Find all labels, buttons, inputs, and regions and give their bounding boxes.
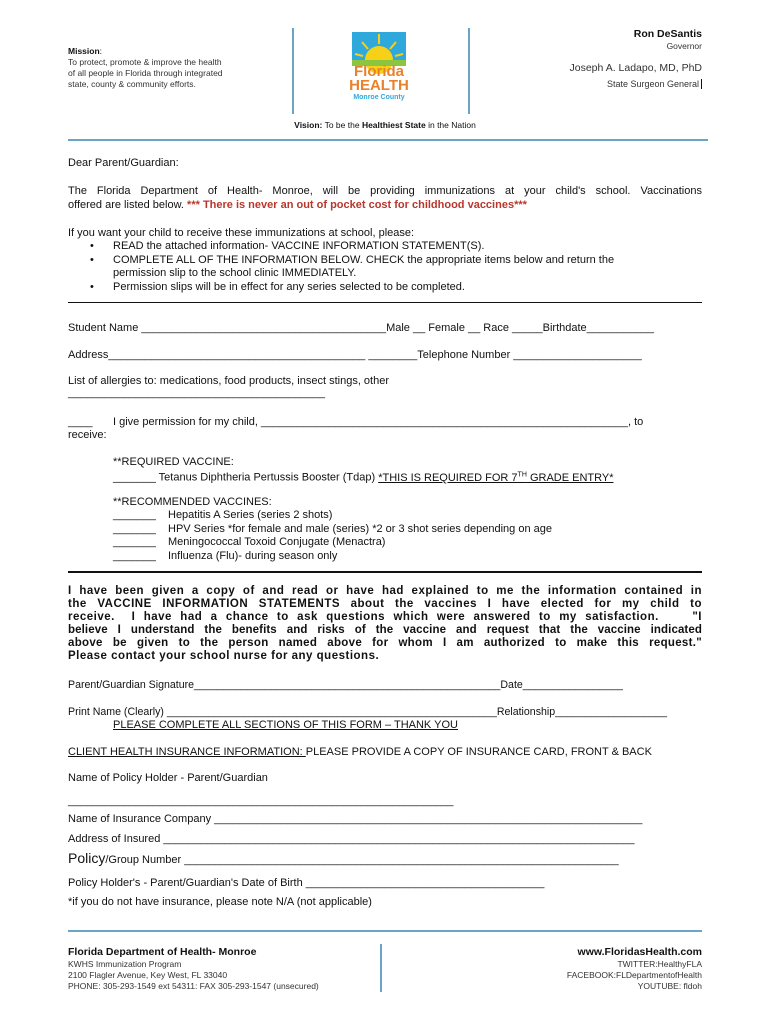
signature-line[interactable]: Parent/Guardian Signature____________________________________________________Date_________________ xyxy=(68,679,623,691)
recommended-checkbox-3[interactable]: _______ xyxy=(113,536,156,548)
group-number-line[interactable]: /Group Number _______________________________________________________________________ xyxy=(105,854,619,866)
intro-line-2 xyxy=(68,198,527,212)
policy-label: Policy xyxy=(68,850,106,866)
consent-line-6: Please contact your school nurse for any questions. xyxy=(68,650,380,662)
address-insured-line[interactable]: Address of Insured _____________________________________________________________________________ xyxy=(68,833,635,845)
logo-health: HEALTH xyxy=(349,77,409,94)
mission-line-2: of all people in Florida through integrated xyxy=(68,68,223,78)
if-line: If you want your child to receive these immunizations at school, please: xyxy=(68,227,415,239)
bullet-1-marker: • xyxy=(90,240,94,252)
insurance-company-line[interactable]: Name of Insurance Company ______________________________________________________________________ xyxy=(68,813,643,825)
bullet-1: READ the attached information- VACCINE INFORMATION STATEMENT(S). xyxy=(113,240,485,252)
required-heading: **REQUIRED VACCINE: xyxy=(113,456,234,468)
required-note xyxy=(378,472,613,484)
footer-address: 2100 Flagler Avenue, Key West, FL 33040 xyxy=(68,970,228,980)
footer-youtube[interactable]: YOUTUBE: fldoh xyxy=(637,981,702,991)
footer-org: Florida Department of Health- Monroe xyxy=(68,946,257,958)
dob-line[interactable]: Policy Holder's - Parent/Guardian's Date of Birth _______________________________________ xyxy=(68,877,545,889)
consent-line-5: above be given to the person named above for whom I am authorized to make this request." xyxy=(68,637,702,649)
required-note-sup: TH xyxy=(517,471,527,478)
header-rule xyxy=(68,139,708,141)
bullet-3: Permission slips will be in effect for any series selected to be completed. xyxy=(113,281,465,293)
surgeon-title: State Surgeon General xyxy=(607,79,702,89)
bullet-2-marker: • xyxy=(90,254,94,266)
logo-florida: Florida xyxy=(353,63,404,80)
consent-statement xyxy=(68,585,702,663)
consent-line-2: the VACCINE INFORMATION STATEMENTS about the vaccines I have elected for my child to xyxy=(68,598,702,610)
mission-line-3: state, county & community efforts. xyxy=(68,79,196,89)
required-checkbox[interactable]: _______ xyxy=(113,471,156,484)
recommended-heading: **RECOMMENDED VACCINES: xyxy=(113,496,272,508)
footer-phone: PHONE: 305-293-1549 ext 54311: FAX 305-293-1547 (unsecured) xyxy=(68,981,319,991)
print-name-line[interactable]: Print Name (Clearly) ________________________________________________________Relationship___________________ xyxy=(68,706,668,718)
tdap-label: Tetanus Diphtheria Pertussis Booster (Tdap) xyxy=(155,471,379,484)
header-divider-left xyxy=(292,28,294,114)
address-phone-line[interactable]: Address__________________________________________ ________Telephone Number _____________________ xyxy=(68,349,642,361)
consent-line-3: receive. I have had a chance to ask questions which were answered to my satisfaction. "I xyxy=(68,611,702,623)
logo-county: Monroe County xyxy=(353,94,405,101)
surgeon-name: Joseph A. Ladapo, MD, PhD xyxy=(569,62,702,74)
na-note: *if you do not have insurance, please note N/A (not applicable) xyxy=(68,896,372,908)
bullet-2-line-1: COMPLETE ALL OF THE INFORMATION BELOW. CHECK the appropriate items below and return the xyxy=(113,254,615,266)
footer-website[interactable]: www.FloridasHealth.com xyxy=(577,946,702,958)
receive-label: receive: xyxy=(68,429,107,441)
intro-text-2: offered are listed below. xyxy=(68,199,184,211)
governor-title: Governor xyxy=(666,41,702,51)
vaccine-influenza: Influenza (Flu)- during season only xyxy=(168,550,338,562)
mission-line-1: To protect, promote & improve the health xyxy=(68,57,222,67)
bullet-2-line-2: permission slip to the school clinic IMMEDIATELY. xyxy=(113,267,357,279)
vision-label: Vision: xyxy=(294,120,323,130)
footer-program: KWHS Immunization Program xyxy=(68,959,182,969)
governor-name: Ron DeSantis xyxy=(633,28,702,40)
florida-health-logo xyxy=(348,30,410,106)
permission-line[interactable]: I give permission for my child, ____________________________________________________________, to xyxy=(113,416,644,428)
no-cost-notice: *** There is never an out of pocket cost for childhood vaccines*** xyxy=(183,199,527,211)
mission-block xyxy=(68,46,268,90)
statement-rule xyxy=(68,571,702,573)
footer-facebook[interactable]: FACEBOOK:FLDepartmentofHealth xyxy=(566,970,702,980)
required-note-pre: *THIS IS REQUIRED FOR 7 xyxy=(378,471,518,484)
footer-twitter[interactable]: TWITTER:HealthyFLA xyxy=(617,959,702,969)
recommended-checkbox-1[interactable]: _______ xyxy=(113,509,156,521)
recommended-checkbox-2[interactable]: _______ xyxy=(113,523,156,535)
permission-checkbox[interactable]: ____ xyxy=(68,416,93,428)
vaccine-meningococcal: Meningococcal Toxoid Conjugate (Menactra) xyxy=(168,536,386,548)
recommended-checkbox-4[interactable]: _______ xyxy=(113,550,156,562)
vision-statement xyxy=(0,120,770,130)
salutation: Dear Parent/Guardian: xyxy=(68,157,179,169)
allergies-blank[interactable]: __________________________________________ xyxy=(68,387,325,399)
section-rule xyxy=(68,302,702,303)
intro-line-1: The Florida Department of Health- Monroe, will be providing immunizations at your child's school. Vaccinations xyxy=(68,185,702,197)
complete-notice: PLEASE COMPLETE ALL SECTIONS OF THIS FORM – THANK YOU xyxy=(113,719,458,731)
mission-colon: : xyxy=(99,46,103,56)
required-note-post: GRADE ENTRY* xyxy=(526,471,614,484)
vaccine-hpv: HPV Series *for female and male (series) *2 or 3 shot series depending on age xyxy=(168,523,552,535)
vaccine-hepatitis-a: Hepatitis A Series (series 2 shots) xyxy=(168,509,333,521)
insurance-instruction: PLEASE PROVIDE A COPY OF INSURANCE CARD, FRONT & BACK xyxy=(305,746,652,758)
policy-holder-blank[interactable]: _______________________________________________________________ xyxy=(68,795,454,807)
required-item xyxy=(113,468,613,485)
consent-line-1: I have been given a copy of and read or have had explained to me the information contained in xyxy=(68,585,702,597)
student-info-line[interactable]: Student Name ________________________________________Male __ Female __ Race _____Birthdate___________ xyxy=(68,322,654,334)
mission-label: Mission xyxy=(68,46,100,56)
vision-post: in the Nation xyxy=(428,120,476,130)
footer-rule xyxy=(68,930,702,932)
vision-pre: To be the xyxy=(324,120,360,130)
bullet-3-marker: • xyxy=(90,281,94,293)
header-divider-right xyxy=(468,28,470,114)
vision-bold: Healthiest State xyxy=(361,120,426,130)
footer-divider xyxy=(380,944,382,992)
insurance-heading-line xyxy=(68,745,652,759)
policy-group-line[interactable] xyxy=(68,850,619,868)
allergies-line: List of allergies to: medications, food products, insect stings, other xyxy=(68,375,389,387)
consent-line-4: believe I understand the benefits and risks of the vaccine and request that the vaccine indicated xyxy=(68,624,702,636)
insurance-heading: CLIENT HEALTH INSURANCE INFORMATION: xyxy=(68,746,306,758)
policy-holder-label: Name of Policy Holder - Parent/Guardian xyxy=(68,772,268,784)
